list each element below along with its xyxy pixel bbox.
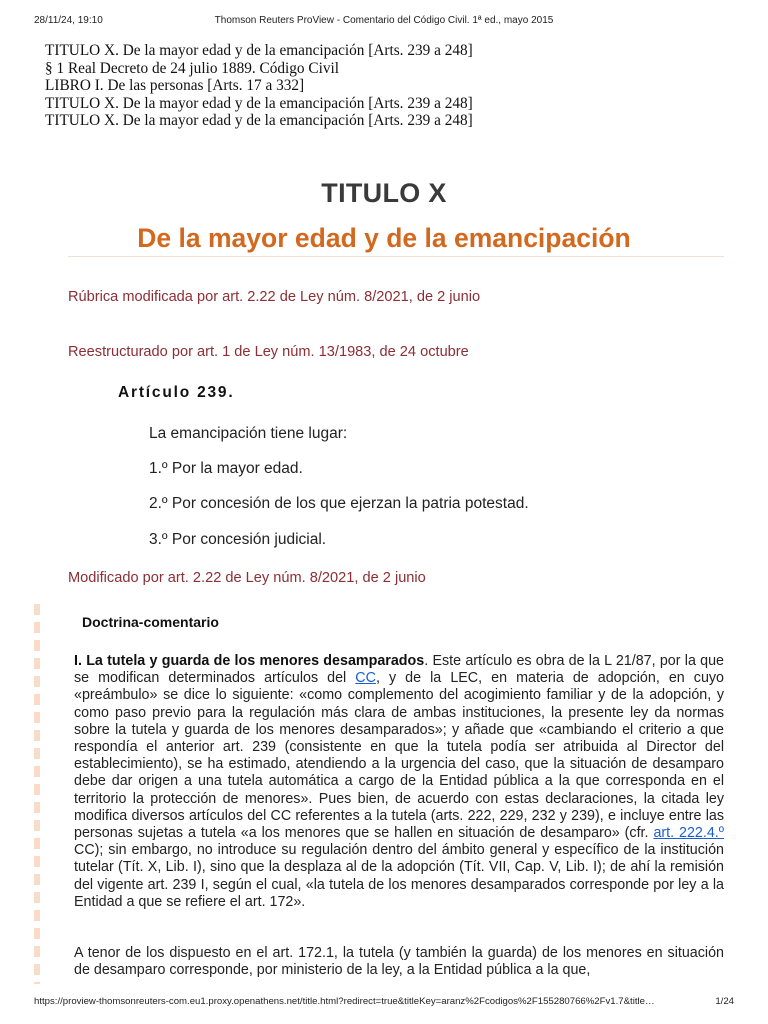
paragraph-text: . Este artículo es obra de la L 21/87, por la que se modifican determinados artículos del [74, 653, 724, 687]
print-header [34, 15, 734, 29]
breadcrumb [45, 42, 473, 130]
doctrina-paragraph-lead: I. La tutela y guarda de los menores desamparados [74, 653, 425, 669]
paragraph-text: , y de la LEC, en materia de adopción, en cuyo «preámbulo» se dice lo siguiente: «como complemento del acogimiento familiar y de la adopción, y como paso previo para la regulación más clara de ambas instituciones, la presente ley da normas sobre la tutela y guarda de los menores desamparados»; y añade que «cambiando el criterio a que respondía el anterior art. 239 (consistente en que la tutela podía ser atribuida al Director del establecimiento), se ha estimado, atendiendo a la urgencia del caso, que la situación de desamparo debe dar origen a una tutela automática a cargo de la Entidad pública a la que corresponda en el territorio la protección de menores». Pues bien, de acuerdo con estas declaraciones, la citada ley modifica diversos artículos del CC referentes a la tutela (arts. 222, 229, 232 y 239), e incluye entre las personas sujetas a tutela «a los menores que se hallen en situación de desamparo» (cfr. [74, 670, 724, 842]
print-url: https://proview-thomsonreuters-com.eu1.proxy.openathens.net/title.html?redirect=true&titleKey=aranz%2Fcodigos%2F155280766%2Fv1.7&title… [34, 996, 655, 1007]
paragraph-text: CC); sin embargo, no introduce su regulación dentro del ámbito general y específico de la institución tutelar (Tít. X, Lib. I), sino que la desplaza al de la adopción (Tít. VII, Cap. V, Lib. I); de ahí la remisión del vigente art. 239 I, según el cual, «la tutela de los menores desamparados corresponde por ley a la Entidad a que se refiere el art. 172». [74, 842, 724, 910]
note-modificado: Modificado por art. 2.22 de Ley núm. 8/2021, de 2 junio [68, 570, 426, 586]
doctrina-paragraph [74, 653, 724, 911]
page-subtitle: De la mayor edad y de la emancipación [137, 223, 631, 253]
page-number: 1/24 [715, 996, 734, 1007]
note-rubrica: Rúbrica modificada por art. 2.22 de Ley núm. 8/2021, de 2 junio [68, 289, 481, 305]
print-document-title: Thomson Reuters ProView - Comentario del Código Civil. 1ª ed., mayo 2015 [214, 15, 554, 26]
breadcrumb-item: TITULO X. De la mayor edad y de la emancipación [Arts. 239 a 248] [45, 94, 473, 112]
article-line: 3.º Por concesión judicial. [149, 531, 327, 548]
page-title: TITULO X [321, 178, 447, 208]
article-line: 2.º Por concesión de los que ejerzan la patria potestad. [149, 495, 529, 512]
print-timestamp: 28/11/24, 19:10 [34, 15, 103, 26]
doctrina-paragraph: A tenor de los dispuesto en el art. 172.1, la tutela (y también la guarda) de los menores en situación de desamparo corresponde, por ministerio de la ley, a la Entidad pública a la que, [74, 945, 724, 979]
link-cc[interactable]: CC [355, 670, 376, 687]
article-line: 1.º Por la mayor edad. [149, 460, 303, 477]
article-line: La emancipación tiene lugar: [149, 425, 348, 442]
breadcrumb-item: TITULO X. De la mayor edad y de la emancipación [Arts. 239 a 248] [45, 42, 473, 59]
title-divider [68, 256, 724, 257]
breadcrumb-item: TITULO X. De la mayor edad y de la emancipación [Arts. 239 a 248] [45, 112, 473, 129]
breadcrumb-item: § 1 Real Decreto de 24 julio 1889. Código Civil [45, 59, 340, 77]
link-art-222-4[interactable]: art. 222.4.º [653, 825, 724, 842]
breadcrumb-item: LIBRO I. De las personas [Arts. 17 a 332] [45, 77, 305, 94]
note-reestructurado: Reestructurado por art. 1 de Ley núm. 13/1983, de 24 octubre [68, 344, 469, 360]
print-footer [34, 996, 734, 1010]
article-heading: Artículo 239. [118, 384, 235, 401]
doctrina-side-decoration [34, 604, 40, 984]
doctrina-heading: Doctrina-comentario [82, 614, 219, 630]
